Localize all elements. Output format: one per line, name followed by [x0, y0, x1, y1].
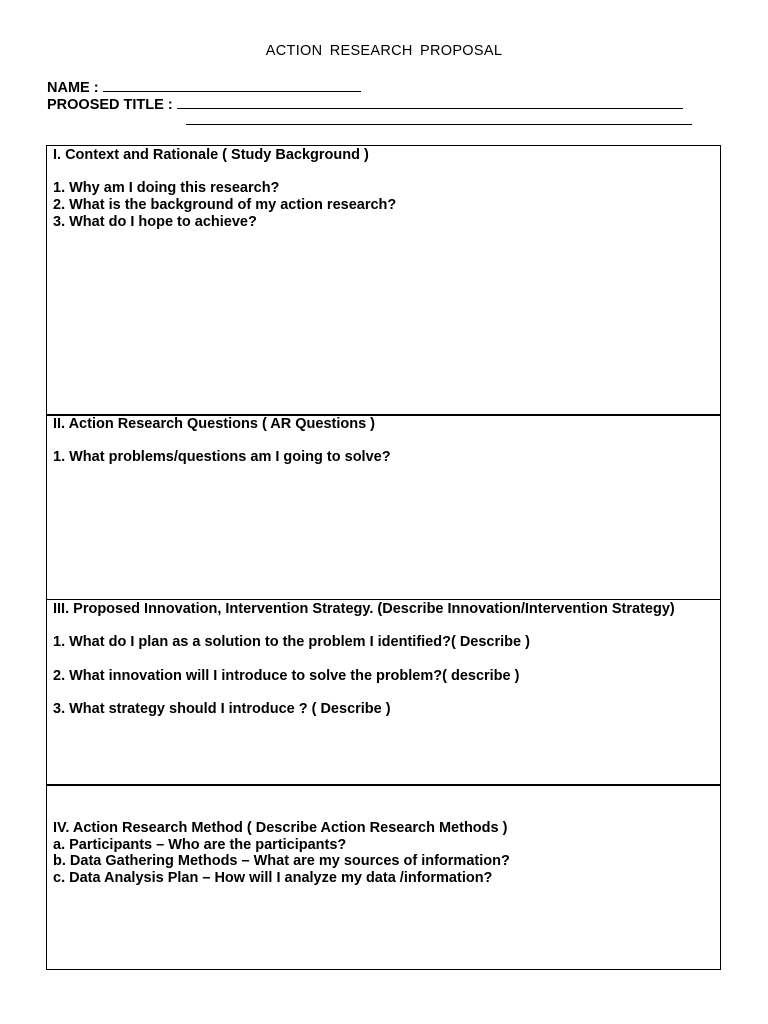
- prompt-line: 2. What is the background of my action research?: [53, 197, 397, 214]
- prompt-line: 3. What strategy should I introduce ? ( Describe ): [53, 701, 391, 718]
- section-context-rationale[interactable]: [46, 145, 721, 416]
- section-innovation-strategy[interactable]: [46, 599, 721, 786]
- proposed-title-blank-line[interactable]: [177, 94, 683, 109]
- prompt-line: 1. What problems/questions am I going to solve?: [53, 449, 391, 466]
- section-research-method[interactable]: [46, 784, 721, 970]
- name-blank-line[interactable]: [103, 77, 361, 92]
- prompt-line: 1. Why am I doing this research?: [53, 180, 280, 197]
- section-research-questions[interactable]: [46, 414, 721, 600]
- prompt-line: 3. What do I hope to achieve?: [53, 213, 257, 230]
- name-label: NAME :: [47, 80, 99, 96]
- proposed-title-field[interactable]: [47, 94, 683, 113]
- prompt-line: c. Data Analysis Plan – How will I analyze my data /information?: [53, 870, 493, 887]
- section-heading: III. Proposed Innovation, Intervention Strategy. (Describe Innovation/Intervention Strategy): [53, 601, 675, 617]
- proposed-title-label: PROOSED TITLE :: [47, 97, 173, 113]
- prompt-line: a. Participants – Who are the participants?: [53, 836, 347, 853]
- section-heading: I. Context and Rationale ( Study Background ): [53, 147, 369, 163]
- prompt-line: b. Data Gathering Methods – What are my sources of information?: [53, 853, 510, 870]
- document-title: ACTION RESEARCH PROPOSAL: [265, 43, 503, 59]
- section-heading: II. Action Research Questions ( AR Questions ): [53, 416, 376, 432]
- prompt-line: 1. What do I plan as a solution to the problem I identified?( Describe ): [53, 634, 530, 651]
- section-heading: IV. Action Research Method ( Describe Action Research Methods ): [53, 820, 508, 836]
- prompt-line: 2. What innovation will I introduce to solve the problem?( describe ): [53, 667, 520, 684]
- proposed-title-blank-line-2[interactable]: [186, 124, 692, 125]
